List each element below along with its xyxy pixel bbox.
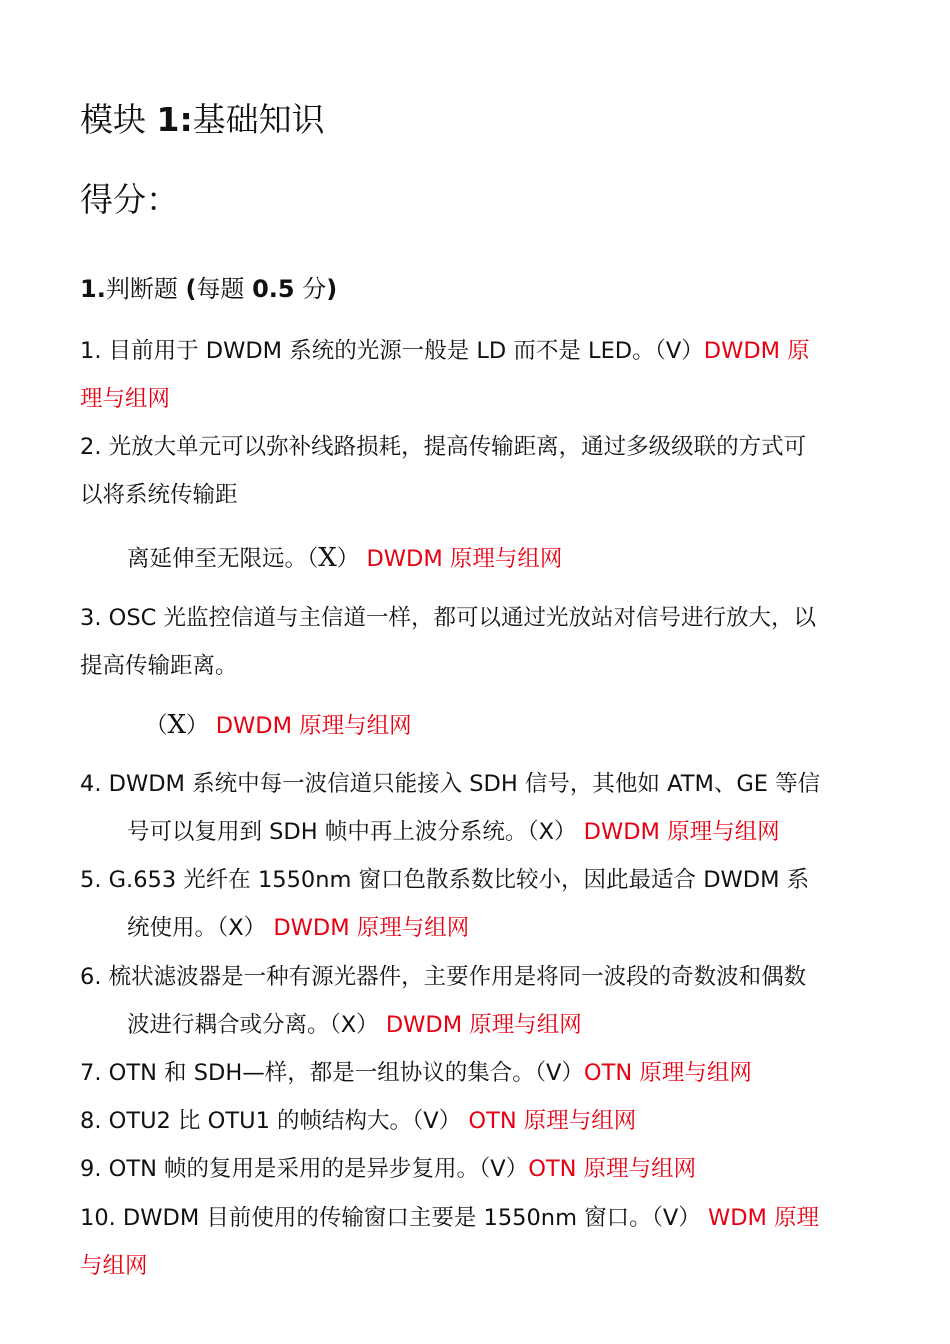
module-title bbox=[80, 100, 325, 140]
section-paren-open: ( bbox=[185, 275, 197, 303]
module-title-suffix: 基础知识 bbox=[192, 100, 325, 139]
question-3-line-2: 提高传输距离。 bbox=[80, 653, 238, 679]
question-8-line-1 bbox=[80, 1106, 636, 1136]
question-7-line-1 bbox=[80, 1058, 752, 1088]
question-2-source: DWDM 原理与组网 bbox=[366, 546, 563, 572]
question-2-line-2: 以将系统传输距 bbox=[80, 482, 238, 508]
module-title-number: 1: bbox=[156, 100, 193, 139]
question-2-answer: X bbox=[318, 543, 337, 573]
section-points: 0.5 bbox=[252, 275, 295, 303]
question-10-source-cont: 与组网 bbox=[80, 1253, 148, 1279]
question-10-text: 10. DWDM 目前使用的传输窗口主要是 1550nm 窗口。（V） bbox=[80, 1205, 701, 1231]
section-heading bbox=[80, 273, 337, 305]
question-9-line-1 bbox=[80, 1154, 696, 1184]
question-3-line-1: 3. OSC 光监控信道与主信道一样，都可以通过光放站对信号进行放大，以 bbox=[80, 605, 816, 631]
question-2-paren: ） bbox=[336, 546, 360, 572]
question-2-line-3 bbox=[127, 543, 562, 574]
question-1-line-1 bbox=[80, 336, 810, 366]
question-1-source-cont: 理与组网 bbox=[80, 386, 171, 412]
section-each: 每题 bbox=[196, 275, 245, 303]
question-5-source: DWDM 原理与组网 bbox=[273, 915, 470, 941]
question-6-text: 波进行耦合或分离。（X） bbox=[127, 1012, 379, 1038]
score-label: 得分： bbox=[80, 180, 179, 219]
question-10-line-1 bbox=[80, 1203, 819, 1233]
question-7-source: OTN 原理与组网 bbox=[583, 1060, 752, 1086]
question-4-line-1: 4. DWDM 系统中每一波信道只能接入 SDH 信号，其他如 ATM、GE 等信 bbox=[80, 771, 821, 797]
question-8-text: 8. OTU2 比 OTU1 的帧结构大。（V） bbox=[80, 1108, 462, 1134]
question-3-source: DWDM 原理与组网 bbox=[215, 713, 412, 739]
question-1-text: 1. 目前用于 DWDM 系统的光源一般是 LD 而不是 LED。（V） bbox=[80, 338, 704, 364]
question-1-source: DWDM 原 bbox=[703, 338, 810, 364]
section-title: 判断题 bbox=[105, 275, 178, 303]
module-title-prefix: 模块 bbox=[80, 100, 146, 139]
question-3-line-3 bbox=[145, 710, 412, 741]
question-4-text: 号可以复用到 SDH 帧中再上波分系统。（X） bbox=[127, 819, 577, 845]
question-3-paren-open: （ bbox=[145, 713, 168, 739]
question-9-source: OTN 原理与组网 bbox=[528, 1156, 697, 1182]
question-10-source: WDM 原理 bbox=[707, 1205, 820, 1231]
section-number: 1. bbox=[80, 275, 106, 303]
question-4-line-2 bbox=[127, 817, 780, 847]
question-4-source: DWDM 原理与组网 bbox=[583, 819, 780, 845]
question-3-answer: X bbox=[167, 710, 187, 740]
question-9-text: 9. OTN 帧的复用是采用的是异步复用。（V） bbox=[80, 1156, 529, 1182]
question-7-text: 7. OTN 和 SDH—样，都是一组协议的集合。（V） bbox=[80, 1060, 584, 1086]
question-5-line-2 bbox=[127, 913, 469, 943]
question-6-line-1: 6. 梳状滤波器是一种有源光器件，主要作用是将同一波段的奇数波和偶数 bbox=[80, 964, 807, 990]
question-5-line-1: 5. G.653 光纤在 1550nm 窗口色散系数比较小，因此最适合 DWDM 系 bbox=[80, 867, 810, 893]
question-2-line-1: 2. 光放大单元可以弥补线路损耗，提高传输距离，通过多级级联的方式可 bbox=[80, 434, 807, 460]
question-6-source: DWDM 原理与组网 bbox=[385, 1012, 582, 1038]
section-paren-close: ) bbox=[326, 275, 338, 303]
section-unit: 分 bbox=[302, 275, 327, 303]
question-2-text-end: 离延伸至无限远。（ bbox=[127, 546, 319, 572]
question-6-line-2 bbox=[127, 1010, 582, 1040]
question-3-paren: ） bbox=[186, 713, 209, 739]
question-5-text: 统使用。（X） bbox=[127, 915, 267, 941]
question-8-source: OTN 原理与组网 bbox=[468, 1108, 637, 1134]
